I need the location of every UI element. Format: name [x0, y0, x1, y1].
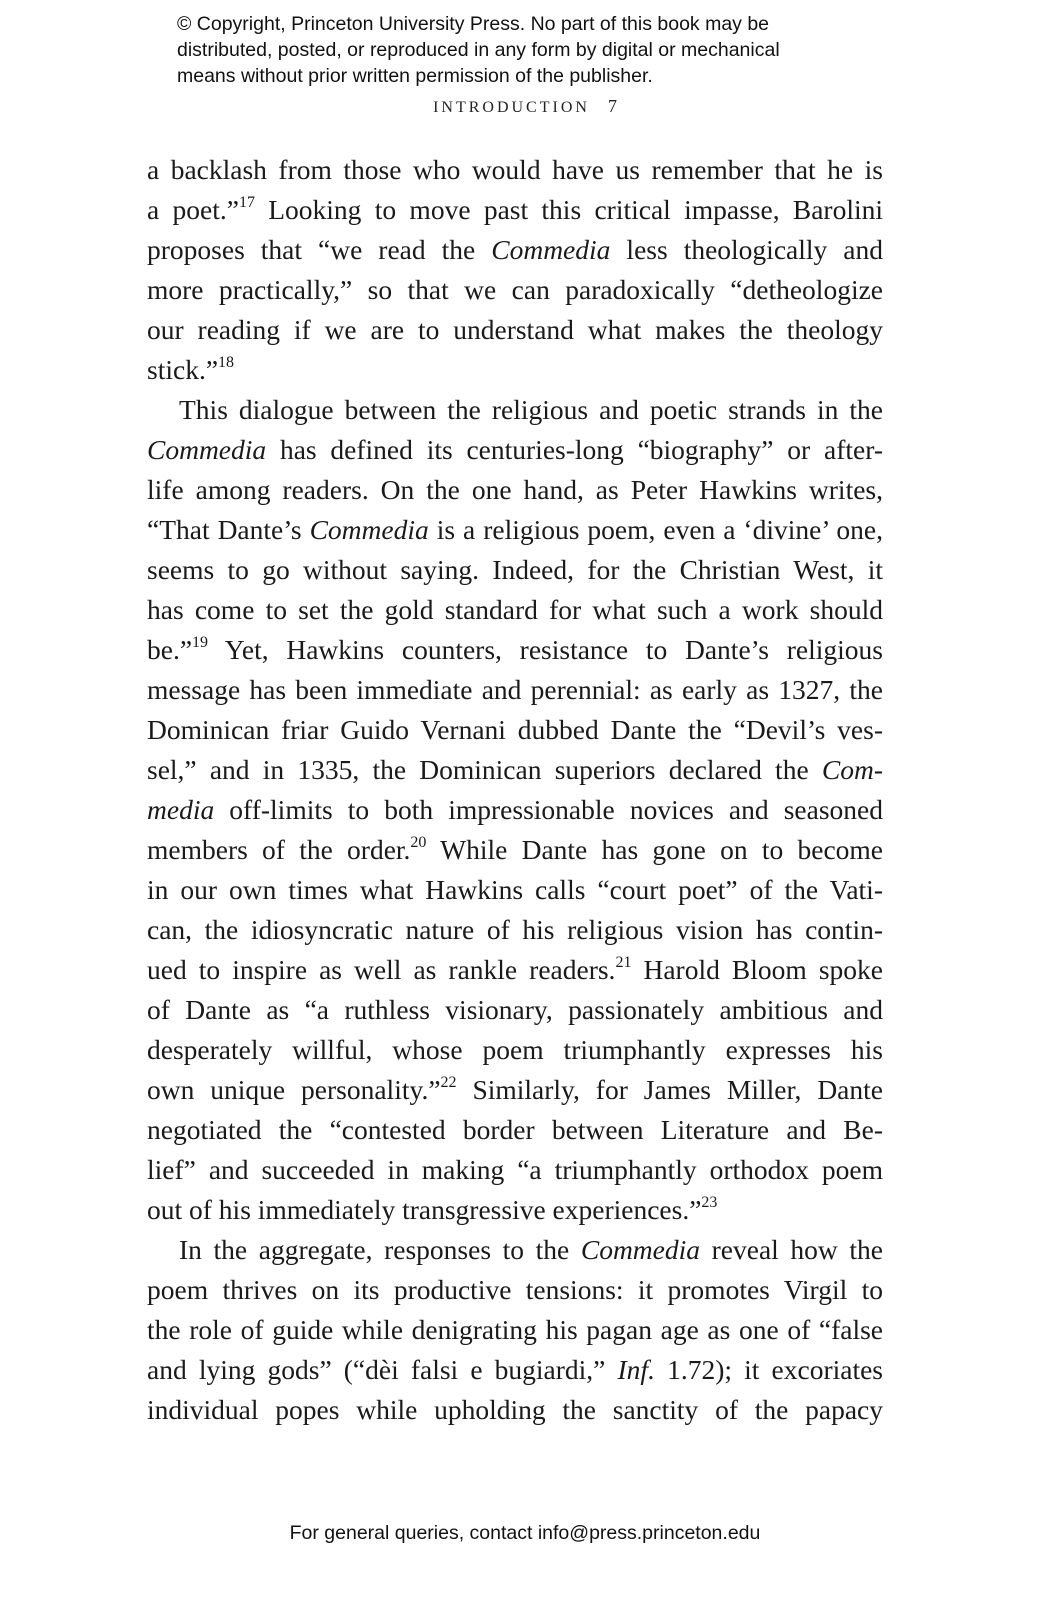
text-segment: message has been immediate and perennial: as early as 1327, the: [147, 674, 883, 705]
italic-text: Com-: [821, 754, 883, 785]
text-segment: is a religious poem, even a ‘divine’ one,: [428, 514, 883, 545]
footnote-marker: 19: [192, 633, 209, 651]
footnote-marker: 22: [440, 1073, 457, 1091]
text-line: [147, 1350, 883, 1390]
footnote-marker: 18: [218, 353, 235, 371]
text-line: [147, 870, 883, 910]
text-segment: has defined its centuries-long “biography” or after-: [266, 434, 883, 465]
text-line: [147, 910, 883, 950]
text-line: [147, 1190, 883, 1230]
text-segment: of Dante as “a ruthless visionary, passionately ambitious and: [147, 994, 883, 1025]
text-line: [147, 1070, 883, 1110]
text-line: [147, 990, 883, 1030]
text-segment: poem thrives on its productive tensions: it promotes Virgil to: [147, 1274, 883, 1305]
text-line: [147, 1030, 883, 1070]
footnote-marker: 23: [701, 1193, 718, 1211]
copyright-line: means without prior written permission of the publisher.: [177, 65, 653, 87]
body-text: [147, 150, 883, 1430]
running-head-title: INTRODUCTION: [433, 99, 590, 116]
text-segment: in our own times what Hawkins calls “court poet” of the Vati-: [147, 874, 883, 905]
text-line: [147, 470, 883, 510]
text-segment: be.”: [147, 634, 193, 665]
text-line: [147, 590, 883, 630]
text-segment: a backlash from those who would have us remember that he is: [147, 154, 883, 185]
text-segment: While Dante has gone on to become: [426, 834, 883, 865]
italic-text: Inf.: [617, 1354, 655, 1385]
copyright-line: distributed, posted, or reproduced in any form by digital or mechanical: [177, 39, 780, 61]
text-line: [147, 1270, 883, 1310]
text-segment: can, the idiosyncratic nature of his religious vision has contin-: [147, 914, 883, 945]
text-segment: individual popes while upholding the sanctity of the papacy: [147, 1394, 883, 1425]
footnote-marker: 21: [615, 953, 632, 971]
text-segment: sel,” and in 1335, the Dominican superiors declared the: [147, 754, 822, 785]
text-line: [147, 630, 883, 670]
copyright-notice: [177, 11, 780, 89]
text-segment: In the aggregate, responses to the: [179, 1234, 581, 1265]
text-segment: has come to set the gold standard for what such a work should: [147, 594, 883, 625]
footnote-marker: 17: [238, 193, 255, 211]
text-segment: Looking to move past this critical impasse, Barolini: [254, 194, 883, 225]
text-line: [147, 310, 883, 350]
italic-text: Commedia: [491, 234, 611, 265]
text-segment: Yet, Hawkins counters, resistance to Dante’s religious: [208, 634, 883, 665]
text-line: [147, 1150, 883, 1190]
italic-text: Commedia: [580, 1234, 701, 1265]
text-segment: proposes that “we read the: [147, 234, 492, 265]
text-segment: a poet.”: [147, 194, 239, 225]
text-line: [147, 390, 883, 430]
text-line: [147, 1310, 883, 1350]
italic-text: media: [147, 794, 215, 825]
text-line: [147, 1110, 883, 1150]
text-line: [147, 750, 883, 790]
text-segment: lief” and succeeded in making “a triumphantly orthodox poem: [147, 1154, 883, 1185]
text-line: [147, 830, 883, 870]
text-line: [147, 230, 883, 270]
text-segment: and lying gods” (“dèi falsi e bugiardi,”: [147, 1354, 618, 1385]
text-segment: stick.”: [147, 354, 219, 385]
text-segment: ued to inspire as well as rankle readers.: [147, 954, 616, 985]
text-segment: This dialogue between the religious and poetic strands in the: [179, 394, 883, 425]
text-segment: out of his immediately transgressive experiences.”: [147, 1194, 702, 1225]
text-line: [147, 790, 883, 830]
page-number: 7: [607, 96, 617, 116]
text-segment: negotiated the “contested border between Literature and Be-: [147, 1114, 883, 1145]
footnote-marker: 20: [410, 833, 427, 851]
text-segment: members of the order.: [147, 834, 411, 865]
text-segment: reveal how the: [700, 1234, 883, 1265]
text-segment: own unique personality.”: [147, 1074, 441, 1105]
text-segment: Harold Bloom spoke: [631, 954, 883, 985]
copyright-line: © Copyright, Princeton University Press. No part of this book may be: [177, 13, 770, 35]
italic-text: Commedia: [147, 434, 267, 465]
text-segment: life among readers. On the one hand, as Peter Hawkins writes,: [147, 474, 883, 505]
text-segment: 1.72); it excoriates: [654, 1354, 883, 1385]
text-segment: Dominican friar Guido Vernani dubbed Dante the “Devil’s ves-: [147, 714, 883, 745]
text-segment: “That Dante’s: [147, 514, 310, 545]
text-line: [147, 670, 883, 710]
footer-contact: For general queries, contact info@press.princeton.edu: [289, 1522, 761, 1544]
text-line: [147, 430, 883, 470]
text-segment: desperately willful, whose poem triumphantly expresses his: [147, 1034, 883, 1065]
text-line: [147, 550, 883, 590]
text-segment: seems to go without saying. Indeed, for the Christian West, it: [147, 554, 883, 585]
text-line: [147, 950, 883, 990]
text-segment: more practically,” so that we can paradoxically “detheologize: [147, 274, 883, 305]
text-line: [147, 710, 883, 750]
text-line: [147, 1230, 883, 1270]
text-line: [147, 190, 883, 230]
text-line: [147, 510, 883, 550]
text-segment: our reading if we are to understand what makes the theology: [147, 314, 883, 345]
text-segment: off-limits to both impressionable novices and seasoned: [214, 794, 883, 825]
italic-text: Commedia: [309, 514, 429, 545]
text-segment: the role of guide while denigrating his pagan age as one of “false: [147, 1314, 883, 1345]
text-line: [147, 350, 883, 390]
text-line: [147, 1390, 883, 1430]
text-segment: Similarly, for James Miller, Dante: [456, 1074, 883, 1105]
text-segment: less theologically and: [610, 234, 883, 265]
text-line: [147, 270, 883, 310]
running-head: [0, 96, 1050, 117]
text-line: [147, 150, 883, 190]
